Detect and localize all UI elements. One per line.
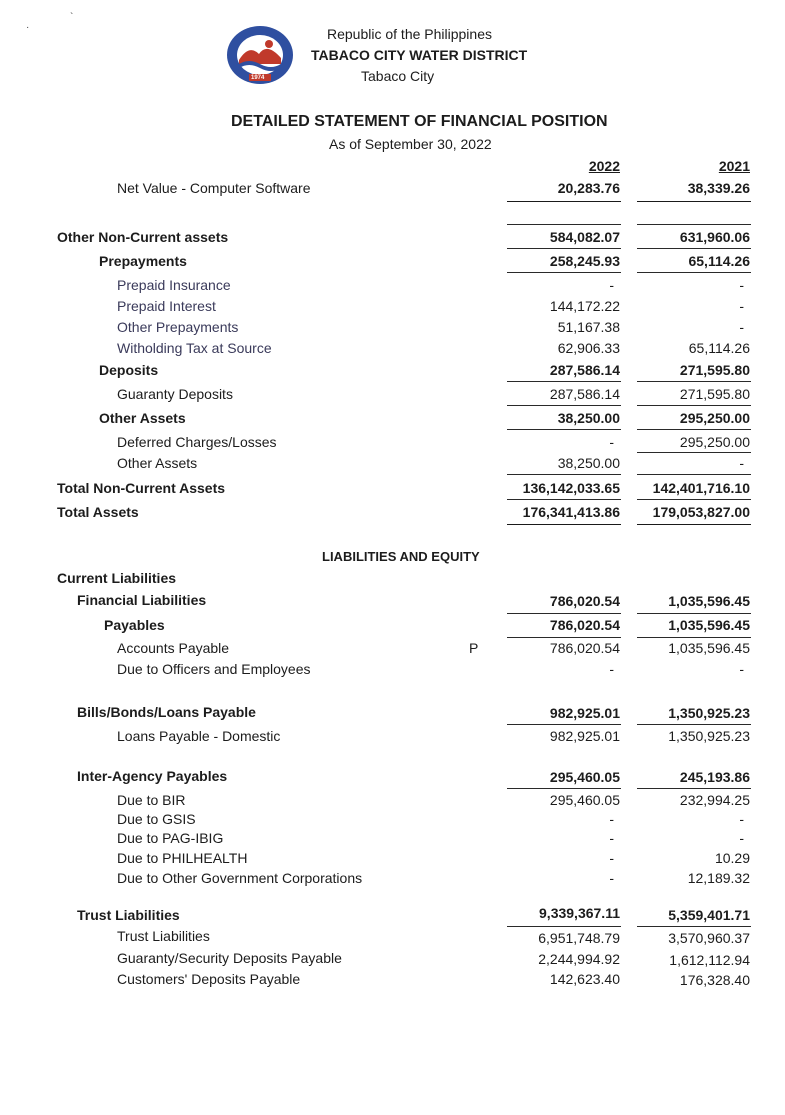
row-label: Prepayments (99, 253, 187, 269)
row-label: Financial Liabilities (77, 592, 207, 608)
agency-name: TABACO CITY WATER DISTRICT (311, 47, 528, 63)
row-label: Current Liabilities (57, 570, 177, 586)
row-value-2021: - (739, 811, 744, 827)
row-value-2021: 631,960.06 (679, 229, 750, 245)
rule (507, 272, 621, 273)
rule (637, 381, 751, 382)
rule (507, 613, 621, 614)
row-value-2021: 3,570,960.37 (668, 930, 750, 946)
row-label: Trust Liabilities (77, 907, 180, 923)
row-value-2021: 12,189.32 (687, 870, 750, 886)
row-value-2021: 1,035,596.45 (668, 640, 750, 656)
row-value-2021: - (739, 455, 744, 471)
rule (637, 613, 751, 614)
row-value-2022: 786,020.54 (549, 617, 620, 633)
rule (507, 224, 621, 225)
row-value-2022: - (609, 850, 614, 866)
rule (507, 926, 621, 927)
row-value-2022: 982,925.01 (549, 705, 620, 721)
row-value-2022: 20,283.76 (557, 180, 620, 196)
row-label: Due to PHILHEALTH (117, 850, 248, 866)
rule (637, 248, 751, 249)
rule (637, 201, 751, 202)
row-value-2022: - (609, 811, 614, 827)
rule (507, 637, 621, 638)
row-label: Total Assets (57, 504, 139, 520)
rule (637, 452, 751, 453)
row-value-2022: 2,244,994.92 (538, 951, 620, 967)
rule (637, 926, 751, 927)
row-value-2022: 176,341,413.86 (522, 504, 620, 520)
rule (637, 272, 751, 273)
row-label: Guaranty/Security Deposits Payable (117, 950, 342, 966)
row-value-2022: - (609, 661, 614, 677)
rule (507, 724, 621, 725)
row-value-2022: 51,167.38 (557, 319, 620, 335)
row-label: Loans Payable - Domestic (117, 728, 281, 744)
row-value-2021: - (739, 277, 744, 293)
row-value-2022: 584,082.07 (549, 229, 620, 245)
rule (507, 474, 621, 475)
row-label: Total Non-Current Assets (57, 480, 226, 496)
row-value-2021: 1,035,596.45 (668, 617, 750, 633)
row-label: Due to PAG-IBIG (117, 830, 224, 846)
rule (637, 474, 751, 475)
row-label: Other Prepayments (117, 319, 239, 335)
row-label: Witholding Tax at Source (117, 340, 272, 356)
rule (507, 524, 621, 525)
rule (507, 788, 621, 789)
rule (637, 724, 751, 725)
row-value-2021: 1,350,925.23 (668, 705, 750, 721)
row-label: Prepaid Interest (117, 298, 216, 314)
row-value-2022: 9,339,367.11 (539, 905, 620, 921)
row-value-2022: 62,906.33 (557, 340, 620, 356)
rule (507, 499, 621, 500)
row-value-2021: 1,612,112.94 (669, 952, 750, 968)
row-value-2021: 65,114.26 (688, 253, 750, 269)
rule (637, 405, 751, 406)
row-label: Inter-Agency Payables (77, 768, 228, 784)
row-value-2022: 786,020.54 (549, 640, 620, 656)
row-value-2021: - (739, 298, 744, 314)
row-label: Accounts Payable (117, 640, 230, 656)
row-value-2022: - (609, 830, 614, 846)
row-value-2021: 232,994.25 (679, 792, 750, 808)
row-value-2022: 982,925.01 (549, 728, 620, 744)
row-value-2022: 786,020.54 (549, 593, 620, 609)
scan-mark: · (26, 22, 30, 33)
row-label: Prepaid Insurance (117, 277, 231, 293)
rule (637, 637, 751, 638)
city-line: Tabaco City (361, 68, 435, 84)
row-value-2022: 6,951,748.79 (538, 930, 620, 946)
row-value-2021: 245,193.86 (679, 769, 750, 785)
row-label: Due to GSIS (117, 811, 196, 827)
row-value-2021: - (739, 319, 744, 335)
row-label: Customers' Deposits Payable (117, 971, 301, 987)
row-label: Due to Officers and Employees (117, 661, 311, 677)
rule (637, 788, 751, 789)
row-label: Other Assets (117, 455, 198, 471)
row-label: Guaranty Deposits (117, 386, 233, 402)
row-value-2022: 287,586.14 (549, 386, 620, 402)
rule (637, 499, 751, 500)
section-heading-liabilities: LIABILITIES AND EQUITY (322, 549, 480, 564)
row-label: Deferred Charges/Losses (117, 434, 277, 450)
row-value-2021: 10.29 (714, 850, 750, 866)
logo-year: 1974 (251, 75, 265, 81)
row-value-2021: 271,595.80 (679, 386, 750, 402)
row-value-2021: 38,339.26 (687, 180, 750, 196)
rule (507, 201, 621, 202)
row-value-2022: 38,250.00 (557, 410, 620, 426)
row-value-2022: - (609, 870, 614, 886)
scan-mark: ` (70, 12, 74, 23)
row-value-2022: 295,460.05 (549, 792, 620, 808)
row-value-2022: 287,586.14 (549, 362, 620, 378)
row-value-2022: - (609, 277, 614, 293)
rule (507, 405, 621, 406)
row-value-2021: 5,359,401.71 (668, 907, 750, 923)
row-value-2022: 136,142,033.65 (522, 480, 620, 496)
row-label: Trust Liabilities (117, 928, 210, 944)
row-value-2022: - (609, 434, 614, 450)
rule (637, 429, 751, 430)
column-header-2022: 2022 (588, 158, 620, 174)
row-label: Deposits (99, 362, 159, 378)
row-value-2021: 142,401,716.10 (652, 480, 750, 496)
rule (507, 381, 621, 382)
row-label: Other Assets (99, 410, 186, 426)
statement-subtitle: As of September 30, 2022 (329, 136, 492, 152)
row-value-2021: 271,595.80 (679, 362, 750, 378)
rule (637, 524, 751, 525)
row-label: Due to Other Government Corporations (117, 870, 363, 886)
row-value-2022: 142,623.40 (549, 971, 620, 987)
statement-title: DETAILED STATEMENT OF FINANCIAL POSITION (231, 113, 608, 130)
row-value-2022: 295,460.05 (549, 769, 620, 785)
row-value-2021: 176,328.40 (679, 972, 750, 988)
rule (507, 429, 621, 430)
republic-line: Republic of the Philippines (327, 26, 492, 42)
row-value-2022: 258,245.93 (549, 253, 620, 269)
column-header-2021: 2021 (718, 158, 750, 174)
row-value-2021: - (739, 661, 744, 677)
rule (507, 248, 621, 249)
row-value-2021: 65,114.26 (688, 340, 750, 356)
row-label: Net Value - Computer Software (117, 180, 311, 196)
row-value-2021: 295,250.00 (679, 434, 750, 450)
row-value-2022: 38,250.00 (557, 455, 620, 471)
row-label: Payables (104, 617, 165, 633)
currency-mark: P (469, 640, 479, 656)
row-value-2021: 179,053,827.00 (652, 504, 750, 520)
row-value-2022: 144,172.22 (549, 298, 620, 314)
row-value-2021: - (739, 830, 744, 846)
row-value-2021: 1,350,925.23 (668, 728, 750, 744)
row-value-2021: 295,250.00 (679, 410, 750, 426)
row-label: Bills/Bonds/Loans Payable (77, 704, 256, 720)
row-label: Other Non-Current assets (57, 229, 229, 245)
row-value-2021: 1,035,596.45 (668, 593, 750, 609)
rule (637, 224, 751, 225)
row-label: Due to BIR (117, 792, 186, 808)
